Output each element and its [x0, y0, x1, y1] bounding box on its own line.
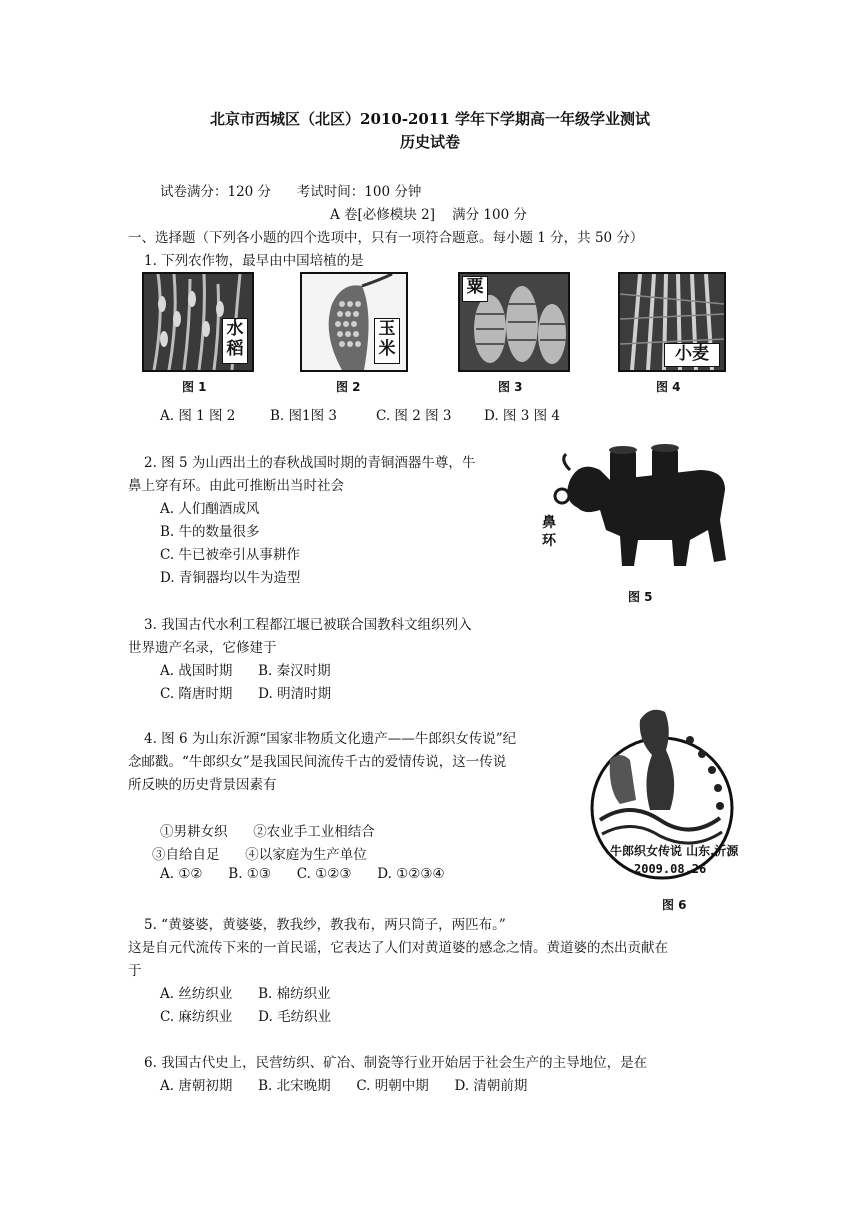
figure-3-label: 粟 [462, 276, 488, 302]
q4-options: A. ①② B. ①③ C. ①②③ D. ①②③④ [160, 866, 445, 882]
q2-option-b: B. 牛的数量很多 [160, 524, 260, 540]
q1-option-a: A. 图 1 图 2 [160, 408, 236, 424]
figure-3-caption: 图 3 [498, 380, 523, 394]
exam-meta: 试卷满分：120 分 考试时间：100 分钟 [160, 184, 422, 200]
q2-stem-line1: 2. 图 5 为山西出土的春秋战国时期的青铜酒器牛尊，牛 [144, 455, 476, 471]
q2-option-d: D. 青铜器均以牛为造型 [160, 570, 301, 586]
figure-6-caption: 图 6 [662, 898, 687, 912]
figure-2-label: 玉 米 [374, 318, 400, 364]
q4-items-row1: ①男耕女织 ②农业手工业相结合 [160, 824, 375, 840]
q5-stem-line2: 这是自元代流传下来的一首民谣，它表达了人们对黄道婆的感念之情。黄道婆的杰出贡献在 [128, 940, 668, 956]
exam-subject: 历史试卷 [399, 133, 460, 151]
q1-stem: 1. 下列农作物，最早由中国培植的是 [144, 253, 364, 269]
figure-2-caption: 图 2 [336, 380, 361, 394]
q4-items-row2: ③自给自足 ④以家庭为生产单位 [152, 847, 367, 863]
figure-5-caption: 图 5 [628, 590, 653, 604]
section-a-heading: A 卷[必修模块 2] 满分 100 分 [330, 207, 527, 223]
q1-option-d: D. 图 3 图 4 [484, 408, 560, 424]
figure-5-label: 鼻 环 [542, 515, 556, 549]
q4-stem-line1: 4. 图 6 为山东沂源“国家非物质文化遗产——牛郎织女传说”纪 [144, 731, 517, 747]
q6-options: A. 唐朝初期 B. 北宋晚期 C. 明朝中期 D. 清朝前期 [160, 1078, 528, 1094]
figure-4-caption: 图 4 [656, 380, 681, 394]
q1-option-b: B. 图1图 3 [270, 408, 337, 424]
figure-4-label: 小麦 [664, 343, 720, 367]
figure-6-stamp-text: 牛郎织女传说 山东.沂源 [610, 844, 739, 858]
q4-stem-line3: 所反映的历史背景因素有 [128, 777, 277, 793]
q3-stem-line1: 3. 我国古代水利工程都江堰已被联合国教科文组织列入 [144, 617, 472, 633]
q2-option-c: C. 牛已被牵引从事耕作 [160, 547, 300, 563]
figure-1-caption: 图 1 [182, 380, 207, 394]
q2-stem-line2: 鼻上穿有环。由此可推断出当时社会 [128, 478, 344, 494]
q3-options-row1: A. 战国时期 B. 秦汉时期 [160, 663, 331, 679]
q6-stem: 6. 我国古代史上，民营纺织、矿冶、制瓷等行业开始居于社会生产的主导地位，是在 [144, 1055, 648, 1071]
figure-5-bronze-ox-photo [540, 440, 740, 590]
q3-options-row2: C. 隋唐时期 D. 明清时期 [160, 686, 332, 702]
part-one-heading: 一、选择题（下列各小题的四个选项中，只有一项符合题意。每小题 1 分，共 50 分） [128, 230, 644, 246]
figure-1-label: 水 稻 [222, 318, 248, 364]
q1-option-c: C. 图 2 图 3 [376, 408, 452, 424]
q4-stem-line2: 念邮戳。“牛郎织女”是我国民间流传千古的爱情传说，这一传说 [128, 754, 507, 770]
exam-title: 北京市西城区（北区）2010-2011 学年下学期高一年级学业测试 [210, 110, 650, 128]
q5-stem-line1: 5. “黄婆婆，黄婆婆，教我纱，教我布，两只筒子，两匹布。” [144, 917, 506, 933]
q5-stem-line3: 于 [128, 963, 142, 979]
q2-option-a: A. 人们酗酒成风 [160, 501, 260, 517]
q5-options-row2: C. 麻纺织业 D. 毛纺织业 [160, 1009, 332, 1025]
q5-options-row1: A. 丝纺织业 B. 棉纺织业 [160, 986, 331, 1002]
figure-6-stamp-date: 2009.08.26 [634, 862, 707, 876]
q3-stem-line2: 世界遗产名录，它修建于 [128, 640, 277, 656]
